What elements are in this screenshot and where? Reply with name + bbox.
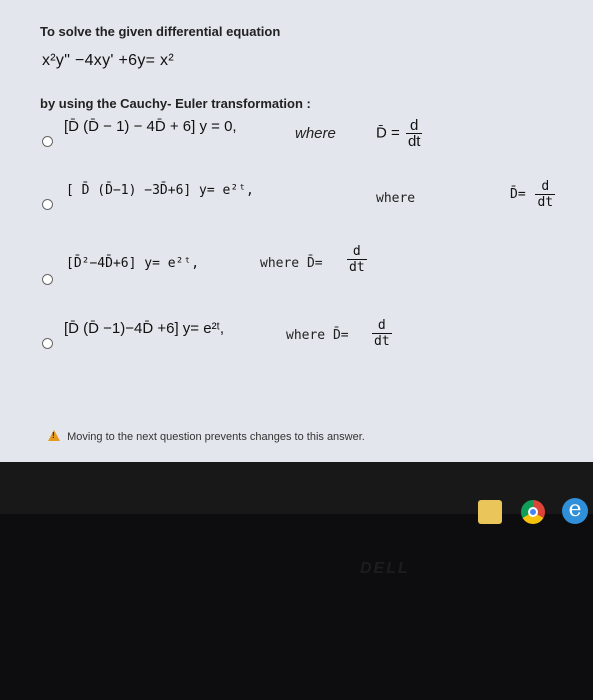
option-3-frac-num: d [347,244,367,260]
option-1-definition [376,118,422,149]
option-3-equation: [D̄²−4D̄+6] y= e²ᵗ, [66,256,200,271]
option-4-equation: [D̄ (D̄ −1)−4D̄ +6] y= e²ᵗ, [64,320,225,337]
radio-button-2[interactable] [42,199,53,210]
warning-message [48,430,365,443]
answer-option-1[interactable] [40,116,580,166]
option-4-frac-num: d [372,318,392,334]
option-1-equation: [D̄ (D̄ − 1) − 4D̄ + 6] y = 0, [64,118,237,135]
option-3-definition [345,244,367,275]
method-text: by using the Cauchy- Euler transformation : [40,96,311,111]
option-1-frac-num: d [406,118,423,134]
option-2-equation: [ D̄ (D̄−1) −3D̄+6] y= e²ᵗ, [66,183,254,198]
chrome-icon[interactable] [521,500,545,524]
option-2-def-lhs: D̄= [510,187,526,202]
folder-icon[interactable] [478,500,502,524]
option-3-where: where D̄= [260,256,323,271]
option-4-definition [370,318,392,349]
option-2-fraction [535,179,555,210]
option-1-frac-den: dt [407,133,421,150]
answer-option-3[interactable] [40,244,580,294]
question-content [40,0,580,462]
question-intro: To solve the given differential equation [40,24,281,39]
monitor-bezel [0,514,593,700]
option-4-where: where D̄= [286,328,349,343]
warning-triangle-icon [48,430,60,441]
monitor-brand-logo: DELL [360,560,410,577]
option-4-fraction [372,318,392,349]
option-1-def-lhs: D̄ = [376,124,400,142]
radio-button-1[interactable] [42,136,53,147]
option-4-frac-den: dt [374,334,390,349]
differential-equation: x²y" −4xy' +6y= x² [42,52,174,69]
option-2-definition [510,179,555,210]
option-1-where: where [295,125,336,142]
warning-text: Moving to the next question prevents changes to this answer. [67,431,365,443]
taskbar [0,462,593,514]
option-2-frac-num: d [535,179,555,195]
radio-button-3[interactable] [42,274,53,285]
option-3-fraction [347,244,367,275]
radio-button-4[interactable] [42,338,53,349]
option-1-fraction [406,118,423,149]
answer-option-2[interactable] [40,177,580,227]
internet-explorer-icon[interactable]: e [562,498,588,524]
option-2-where: where [376,191,416,206]
option-3-frac-den: dt [349,260,365,275]
option-2-frac-den: dt [537,195,554,210]
answer-option-4[interactable] [40,316,580,366]
